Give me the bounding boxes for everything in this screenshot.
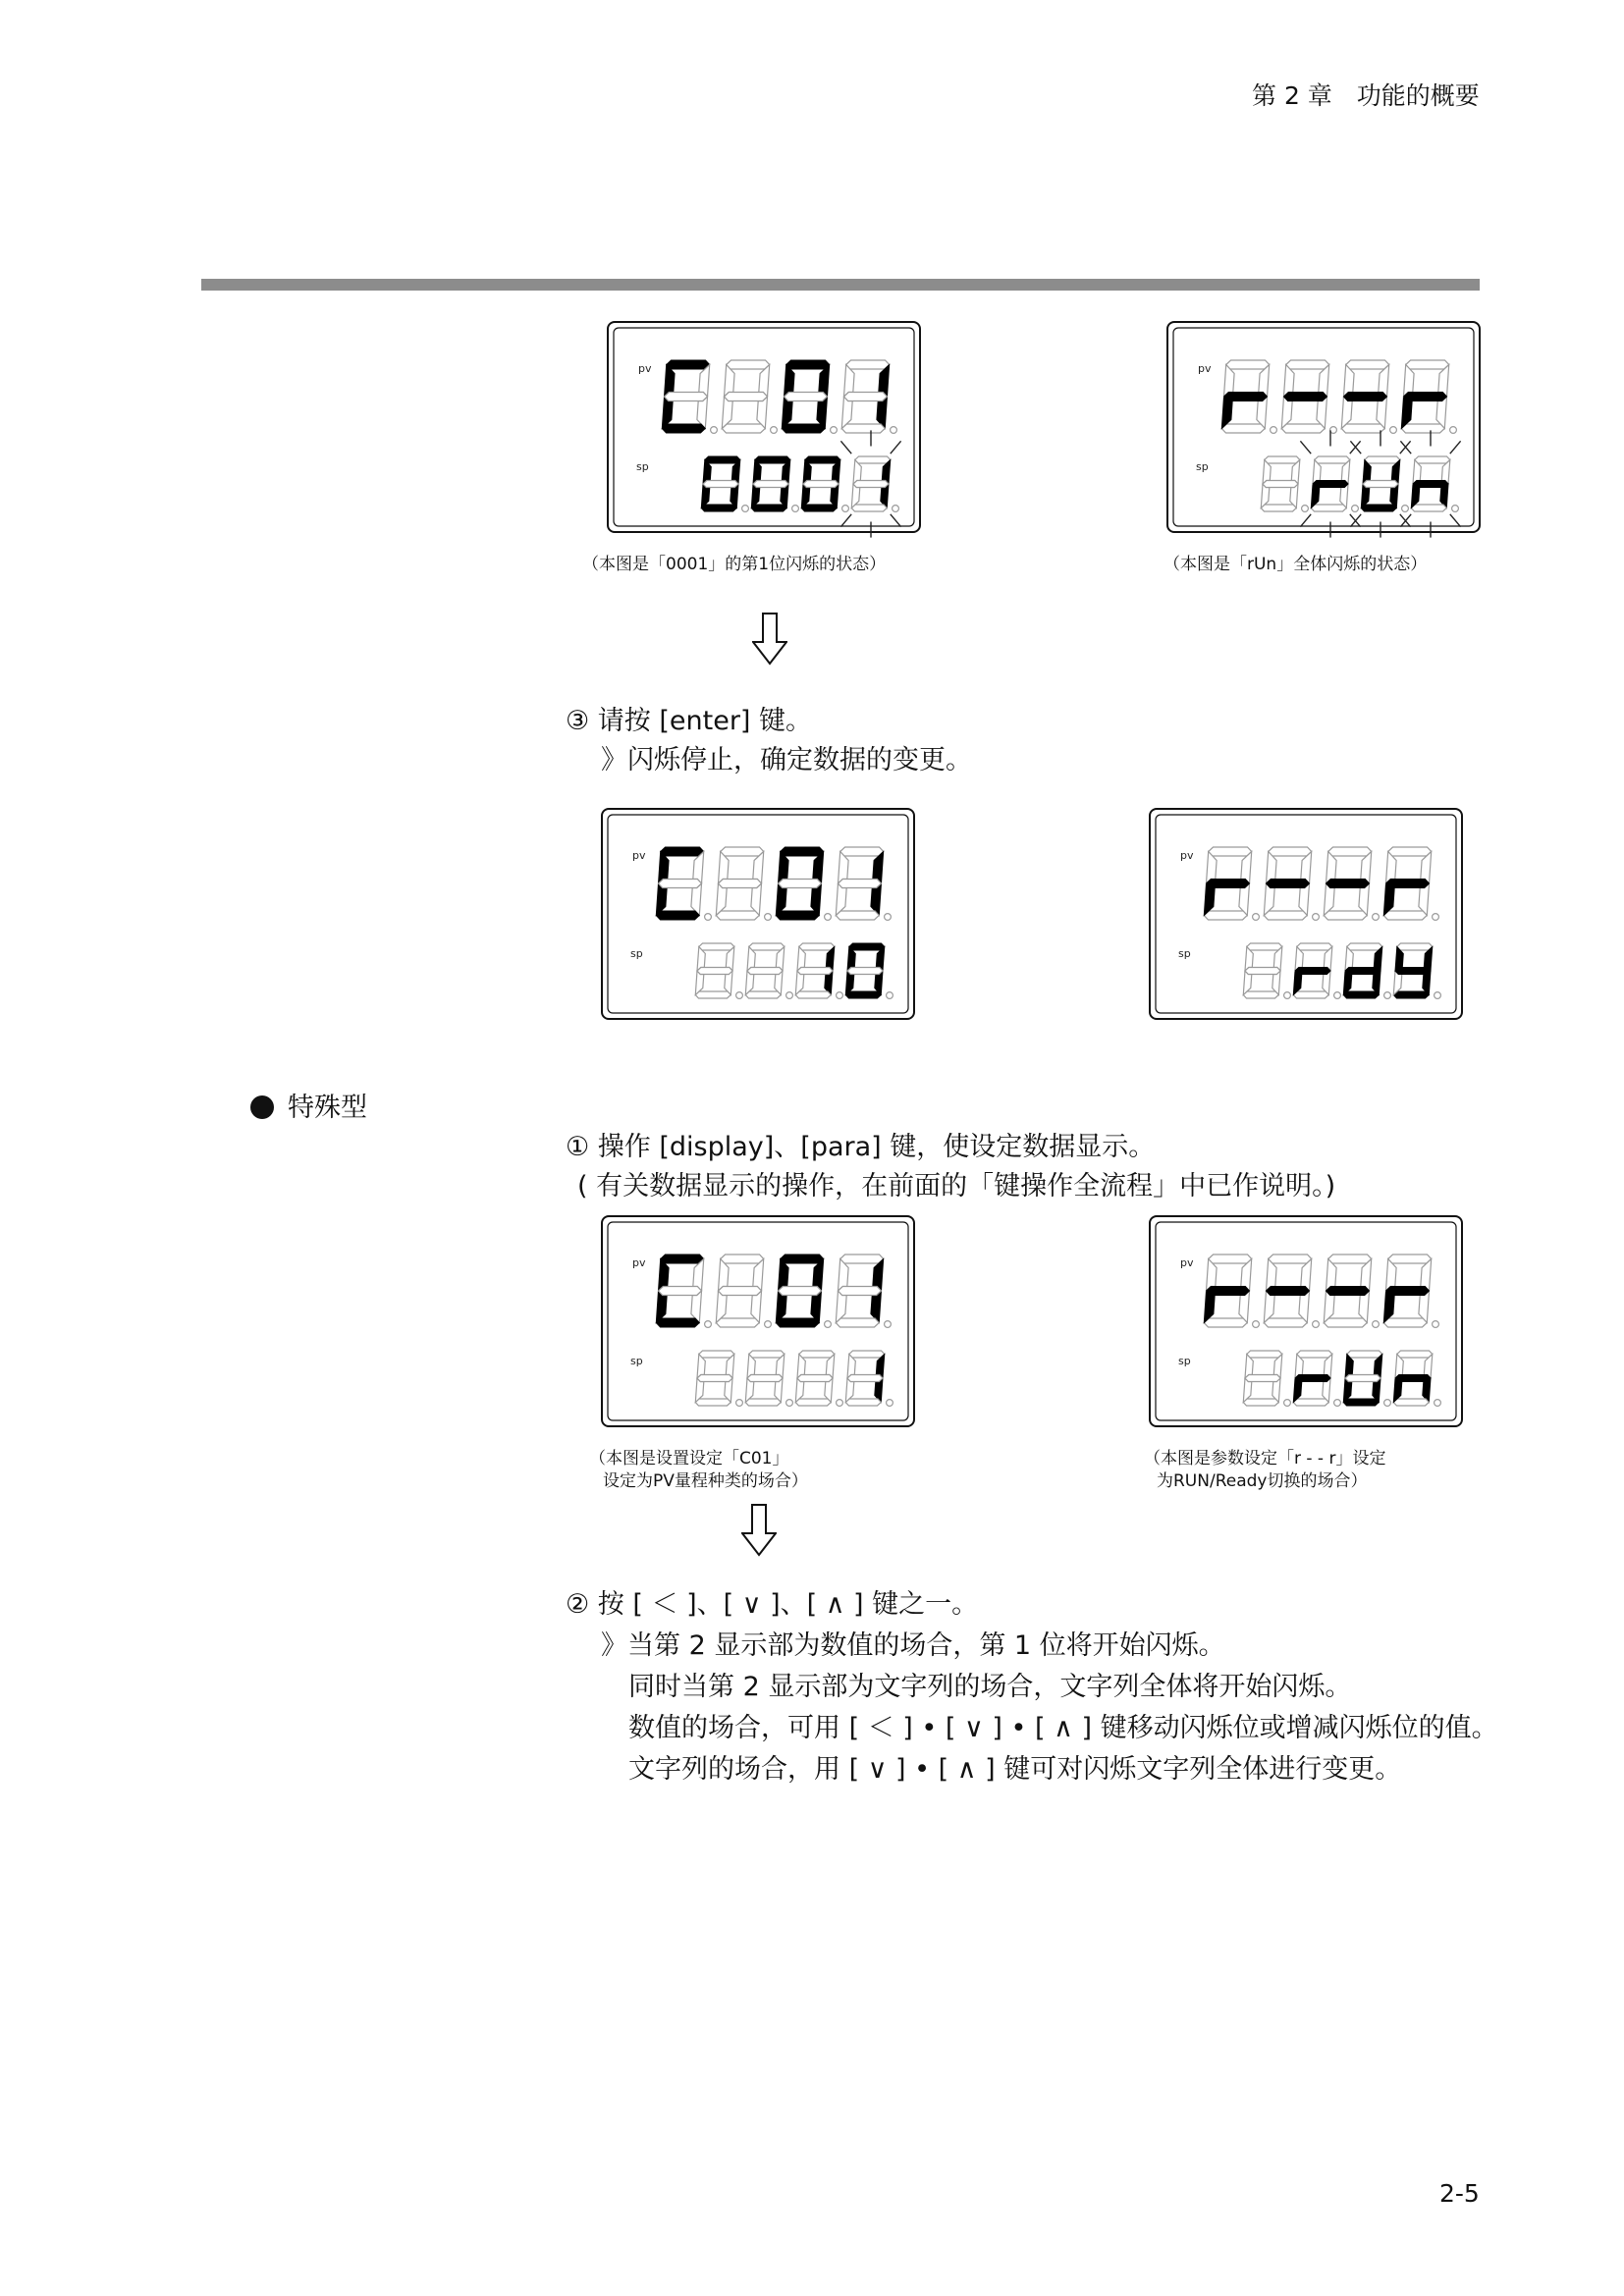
segment-a [805,456,840,463]
segment-a [846,360,890,369]
decimal-point [837,1400,843,1407]
segment-g [1207,1287,1250,1296]
step-2-note-2: 同时当第 2 显示部为文字列的场合，文字列全体将开始闪烁。 [628,1672,1352,1702]
segment-g [1295,968,1330,975]
lcd-display-c01-flashing [607,321,921,533]
segment-a [1226,360,1270,369]
decimal-point [885,1321,892,1328]
segment-g [703,481,738,488]
segment-g [847,1375,883,1382]
segment-a [1286,360,1329,369]
segment-a [1269,1255,1312,1263]
segment-d [1281,424,1325,433]
segment-a [1397,1351,1433,1358]
segment-g [1313,481,1348,488]
segment-g [847,968,883,975]
segment-a [1397,943,1433,950]
segment-g [853,481,889,488]
segment-a [1315,456,1350,463]
decimal-point [1253,1321,1260,1328]
decimal-point [1352,506,1359,512]
lcd-display-c01-special [601,1215,915,1427]
sp-label: sp [636,460,649,473]
segment-g [1345,1375,1380,1382]
decimal-point [705,914,712,921]
segment-g [747,968,783,975]
segment-a [1247,943,1282,950]
decimal-point [885,914,892,921]
segment-a [1388,847,1432,856]
segment-d [845,1399,881,1406]
segment-d [716,911,759,920]
segment-a [661,1255,704,1263]
segment-a [1388,1255,1432,1263]
decimal-point [736,1400,743,1407]
down-arrow-icon [752,613,787,666]
segment-g [1224,393,1268,401]
sp-label: sp [1196,460,1209,473]
segment-d [745,1399,781,1406]
segment-g [803,481,839,488]
segment-a [849,943,885,950]
decimal-point [887,1400,893,1407]
segment-d [836,1318,879,1327]
segment-g [659,880,702,888]
segment-a [661,847,704,856]
decimal-point [1302,506,1309,512]
pv-label: pv [638,362,652,375]
segment-a [755,456,790,463]
segment-a [699,1351,734,1358]
segment-d [845,991,881,998]
decimal-point [786,992,793,999]
decimal-point [1253,914,1260,921]
segment-a [721,1255,764,1263]
sp-label: sp [1178,1355,1191,1367]
segment-g [697,968,732,975]
decimal-point [1435,1400,1441,1407]
caption-d5-line1: （本图是设置设定「C01」 [589,1449,789,1468]
segment-a [840,1255,884,1263]
segment-g [1295,1375,1330,1382]
segment-d [795,991,831,998]
segment-a [840,847,884,856]
segment-d [1401,424,1444,433]
segment-a [705,456,740,463]
decimal-point [1433,914,1439,921]
segment-d [782,424,825,433]
segment-a [721,847,764,856]
segment-a [781,1255,824,1263]
segment-g [1263,481,1298,488]
decimal-point [1384,1400,1391,1407]
decimal-point [1452,506,1459,512]
pv-label: pv [1180,1256,1194,1269]
segment-g [779,1287,822,1296]
sp-label: sp [630,1355,643,1367]
segment-d [1264,1318,1307,1327]
decimal-point [705,1321,712,1328]
segment-a [727,360,770,369]
decimal-point [1284,992,1291,999]
segment-d [801,505,837,511]
segment-g [1207,880,1250,888]
segment-d [1293,991,1328,998]
decimal-point [1313,1321,1320,1328]
segment-g [1284,393,1327,401]
segment-a [799,943,835,950]
segment-d [745,991,781,998]
decimal-point [1284,1400,1291,1407]
segment-d [851,505,887,511]
segment-g [697,1375,732,1382]
decimal-point [711,427,718,434]
segment-a [1346,360,1389,369]
decimal-point [1271,427,1277,434]
step-1-note: ( 有关数据显示的操作，在前面的「键操作全流程」中已作说明。) [577,1171,1336,1201]
segment-d [1261,505,1296,511]
segment-d [776,911,819,920]
step-2: ② 按 [ ＜ ]、[ ∨ ]、[ ∧ ] 键之一。 [566,1589,979,1620]
segment-d [841,424,885,433]
segment-d [1324,1318,1367,1327]
segment-g [725,393,768,401]
segment-d [1383,911,1427,920]
segment-d [1411,505,1446,511]
segment-a [1347,1351,1382,1358]
step-3: ③ 请按 [enter] 键。 [566,706,813,736]
decimal-point [792,506,799,512]
segment-g [797,968,833,975]
segment-g [1267,1287,1310,1296]
segment-d [1243,991,1278,998]
segment-a [1328,847,1372,856]
decimal-point [1334,1400,1341,1407]
decimal-point [842,506,849,512]
segment-d [1393,991,1429,998]
segment-g [839,880,882,888]
caption-d1: （本图是「0001」的第1位闪烁的状态） [582,555,887,574]
down-arrow-icon [741,1504,777,1557]
decimal-point [893,506,899,512]
segment-d [1264,911,1307,920]
segment-a [849,1351,885,1358]
segment-a [1209,1255,1252,1263]
pv-label: pv [1198,362,1212,375]
segment-a [1328,1255,1372,1263]
decimal-point [765,914,772,921]
segment-d [722,424,765,433]
segment-d [1221,424,1265,433]
lcd-display-run-special [1149,1215,1463,1427]
segment-g [1245,968,1280,975]
caption-d6-line2: 为RUN/Ready切换的场合） [1157,1471,1368,1491]
segment-a [799,1351,835,1358]
segment-g [747,1375,783,1382]
decimal-point [1384,992,1391,999]
decimal-point [1334,992,1341,999]
segment-a [699,943,734,950]
segment-d [1393,1399,1429,1406]
chapter-header: 第 2 章 功能的概要 [1252,81,1480,110]
segment-d [751,505,786,511]
segment-a [855,456,891,463]
segment-d [701,505,736,511]
decimal-point [1313,914,1320,921]
special-type-label: 特殊型 [288,1093,367,1123]
step-2-note-1: 》当第 2 显示部为数值的场合，第 1 位将开始闪烁。 [601,1630,1225,1661]
segment-g [797,1375,833,1382]
segment-a [1415,456,1450,463]
segment-g [719,880,762,888]
segment-d [716,1318,759,1327]
segment-d [795,1399,831,1406]
segment-g [785,393,828,401]
segment-a [1406,360,1449,369]
decimal-point [887,992,893,999]
segment-g [1386,880,1430,888]
special-type-heading [250,1086,367,1124]
segment-g [1245,1375,1280,1382]
segment-g [1363,481,1398,488]
caption-d2: （本图是「rUn」全体闪烁的状态） [1164,555,1428,574]
decimal-point [771,427,778,434]
step-2-note-4: 文字列的场合，用 [ ∨ ] • [ ∧ ] 键可对闪烁文字列全体进行变更。 [628,1754,1402,1785]
segment-d [1243,1399,1278,1406]
segment-a [1297,943,1332,950]
decimal-point [1433,1321,1439,1328]
segment-g [753,481,788,488]
segment-d [1324,911,1367,920]
lcd-display-ready-confirmed [1149,808,1463,1020]
segment-a [1247,1351,1282,1358]
segment-d [695,991,731,998]
decimal-point [1450,427,1457,434]
segment-g [659,1287,702,1296]
segment-d [1293,1399,1328,1406]
lcd-display-c01-confirmed [601,808,915,1020]
segment-g [665,393,708,401]
decimal-point [1402,506,1409,512]
segment-d [1204,1318,1247,1327]
segment-d [1383,1318,1427,1327]
decimal-point [786,1400,793,1407]
decimal-point [1390,427,1397,434]
segment-g [779,880,822,888]
decimal-point [765,1321,772,1328]
section-rule [201,279,1480,291]
segment-g [1413,481,1448,488]
segment-d [1204,911,1247,920]
segment-a [1347,943,1382,950]
segment-d [656,911,699,920]
decimal-point [837,992,843,999]
segment-g [1386,1287,1430,1296]
decimal-point [831,427,838,434]
decimal-point [1435,992,1441,999]
caption-d5-line2: 设定为PV量程种类的场合） [603,1471,808,1491]
decimal-point [736,992,743,999]
segment-d [1311,505,1346,511]
segment-g [1326,880,1370,888]
segment-d [776,1318,819,1327]
caption-d6-line1: （本图是参数设定「r - - r」设定 [1144,1449,1386,1468]
segment-d [1361,505,1396,511]
segment-d [662,424,705,433]
segment-g [1345,968,1380,975]
lcd-display-run-flashing [1166,321,1481,533]
segment-a [786,360,830,369]
sp-label: sp [1178,947,1191,960]
segment-a [1297,1351,1332,1358]
segment-a [1209,847,1252,856]
decimal-point [1373,914,1380,921]
segment-d [1343,1399,1379,1406]
sp-label: sp [630,947,643,960]
segment-g [719,1287,762,1296]
step-2-note-3: 数值的场合，可用 [ ＜ ] • [ ∨ ] • [ ∧ ] 键移动闪烁位或增减闪烁位的值。 [628,1713,1498,1743]
bullet-icon [250,1095,274,1119]
segment-d [836,911,879,920]
segment-g [839,1287,882,1296]
segment-d [656,1318,699,1327]
segment-g [1395,1375,1431,1382]
segment-a [781,847,824,856]
segment-g [844,393,888,401]
pv-label: pv [632,1256,646,1269]
segment-a [749,1351,785,1358]
decimal-point [891,427,897,434]
segment-g [1326,1287,1370,1296]
segment-a [749,943,785,950]
segment-a [1365,456,1400,463]
segment-g [1267,880,1310,888]
segment-a [1269,847,1312,856]
decimal-point [1373,1321,1380,1328]
decimal-point [825,914,832,921]
decimal-point [825,1321,832,1328]
pv-label: pv [632,849,646,862]
decimal-point [742,506,749,512]
page-number: 2-5 [1439,2179,1480,2208]
segment-g [1395,968,1431,975]
segment-d [1343,991,1379,998]
segment-d [1341,424,1384,433]
segment-a [1265,456,1300,463]
segment-a [667,360,710,369]
segment-g [1344,393,1387,401]
step-3-note: 》闪烁停止，确定数据的变更。 [601,745,972,775]
segment-g [1404,393,1447,401]
pv-label: pv [1180,849,1194,862]
step-1: ① 操作 [display]、[para] 键，使设定数据显示。 [566,1132,1156,1162]
segment-d [695,1399,731,1406]
